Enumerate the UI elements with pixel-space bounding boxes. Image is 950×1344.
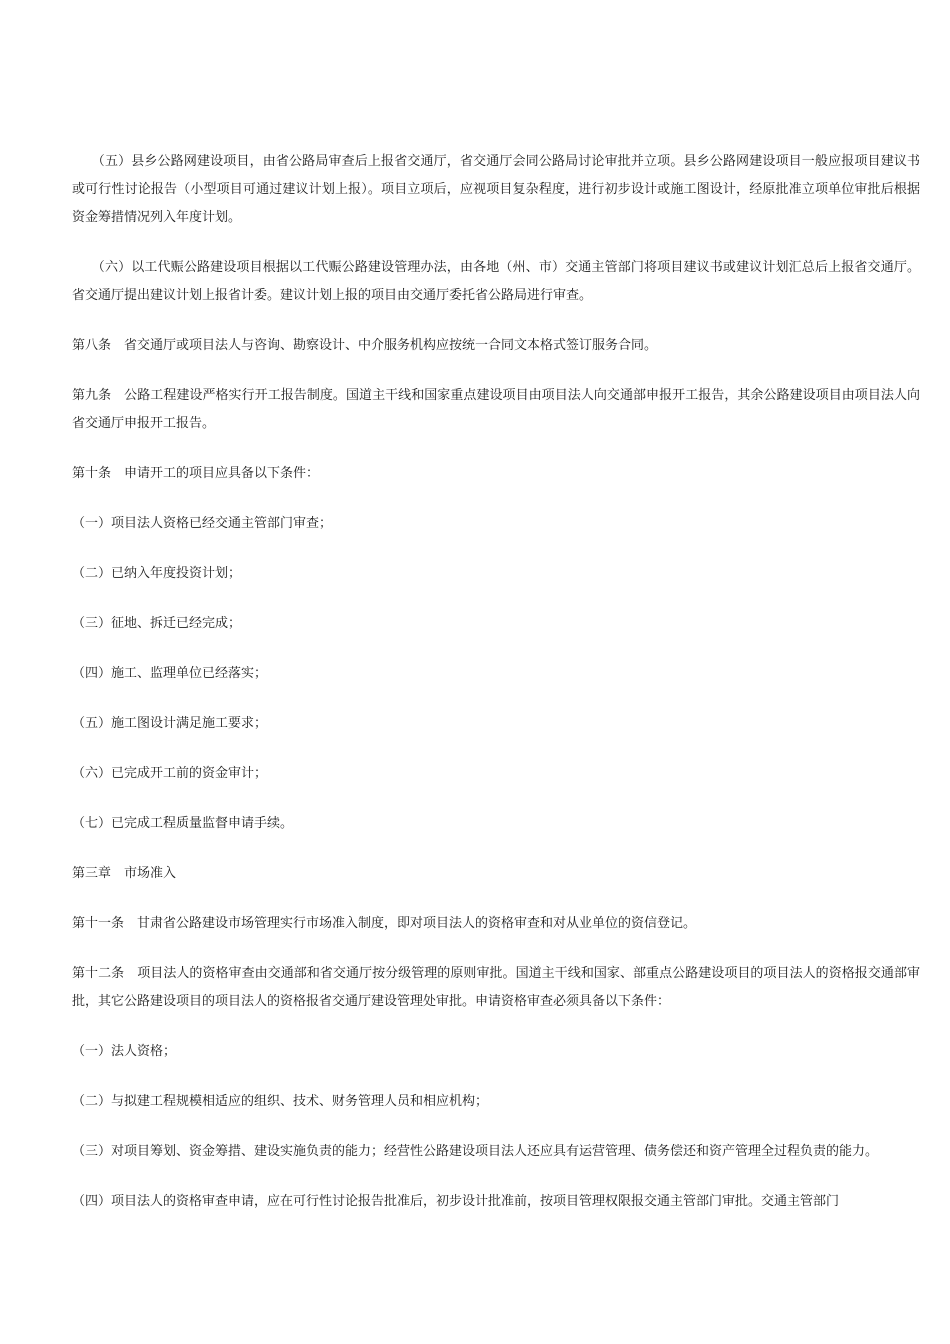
list-item: （一）法人资格； — [72, 1044, 177, 1059]
paragraph-item-5-county-road: （五）县乡公路网建设项目，由省公路局审查后上报省交通厅，省交通厅会同公路局讨论审批并立项。县乡公路网建设项目一般应报项目建议书或可行性讨论报告（小型项目可通过建议计划上报）。项目立项后，应视项目复杂程度，进行初步设计或施工图设计，经原批准立项单位审批后根据资金筹措情况列入年度计划。 — [72, 154, 920, 225]
article-11: 第十一条 甘肃省公路建设市场管理实行市场准入制度，即对项目法人的资格审查和对从业单位的资信登记。 — [72, 916, 697, 931]
article-12: 第十二条 项目法人的资格审查由交通部和省交通厅按分级管理的原则审批。国道主干线和国家、部重点公路建设项目的项目法人的资格报交通部审批，其它公路建设项目的项目法人的资格报省交通厅建设管理处审批。申请资格审查必须具备以下条件： — [72, 966, 920, 1009]
article-9: 第九条 公路工程建设严格实行开工报告制度。国道主干线和国家重点建设项目由项目法人向交通部申报开工报告，其余公路建设项目由项目法人向省交通厅申报开工报告。 — [72, 388, 920, 431]
list-item: （四）施工、监理单位已经落实； — [72, 666, 268, 681]
article-10: 第十条 申请开工的项目应具备以下条件： — [72, 466, 320, 481]
list-item: （二）与拟建工程规模相适应的组织、技术、财务管理人员和相应机构； — [72, 1094, 489, 1109]
list-item: （二）已纳入年度投资计划； — [72, 566, 242, 581]
chapter-3-heading: 第三章 市场准入 — [72, 866, 177, 881]
list-item: （四）项目法人的资格审查申请，应在可行性讨论报告批准后，初步设计批准前，按项目管理权限报交通主管部门审批。交通主管部门 — [72, 1194, 840, 1209]
document-body — [72, 148, 920, 1216]
list-item: （六）已完成开工前的资金审计； — [72, 766, 268, 781]
paragraph-item-6-work-relief: （六）以工代赈公路建设项目根据以工代赈公路建设管理办法，由各地（州、市）交通主管部门将项目建议书或建议计划汇总后上报省交通厅。省交通厅提出建议计划上报省计委。建议计划上报的项目由交通厅委托省公路局进行审查。 — [72, 260, 920, 303]
list-item: （一）项目法人资格已经交通主管部门审查； — [72, 516, 333, 531]
list-item: （五）施工图设计满足施工要求； — [72, 716, 268, 731]
list-item: （七）已完成工程质量监督申请手续。 — [72, 816, 294, 831]
article-8: 第八条 省交通厅或项目法人与咨询、勘察设计、中介服务机构应按统一合同文本格式签订服务合同。 — [72, 338, 658, 353]
list-item: （三）征地、拆迁已经完成； — [72, 616, 242, 631]
list-item: （三）对项目筹划、资金筹措、建设实施负责的能力；经营性公路建设项目法人还应具有运营管理、债务偿还和资产管理全过程负责的能力。 — [72, 1144, 879, 1159]
